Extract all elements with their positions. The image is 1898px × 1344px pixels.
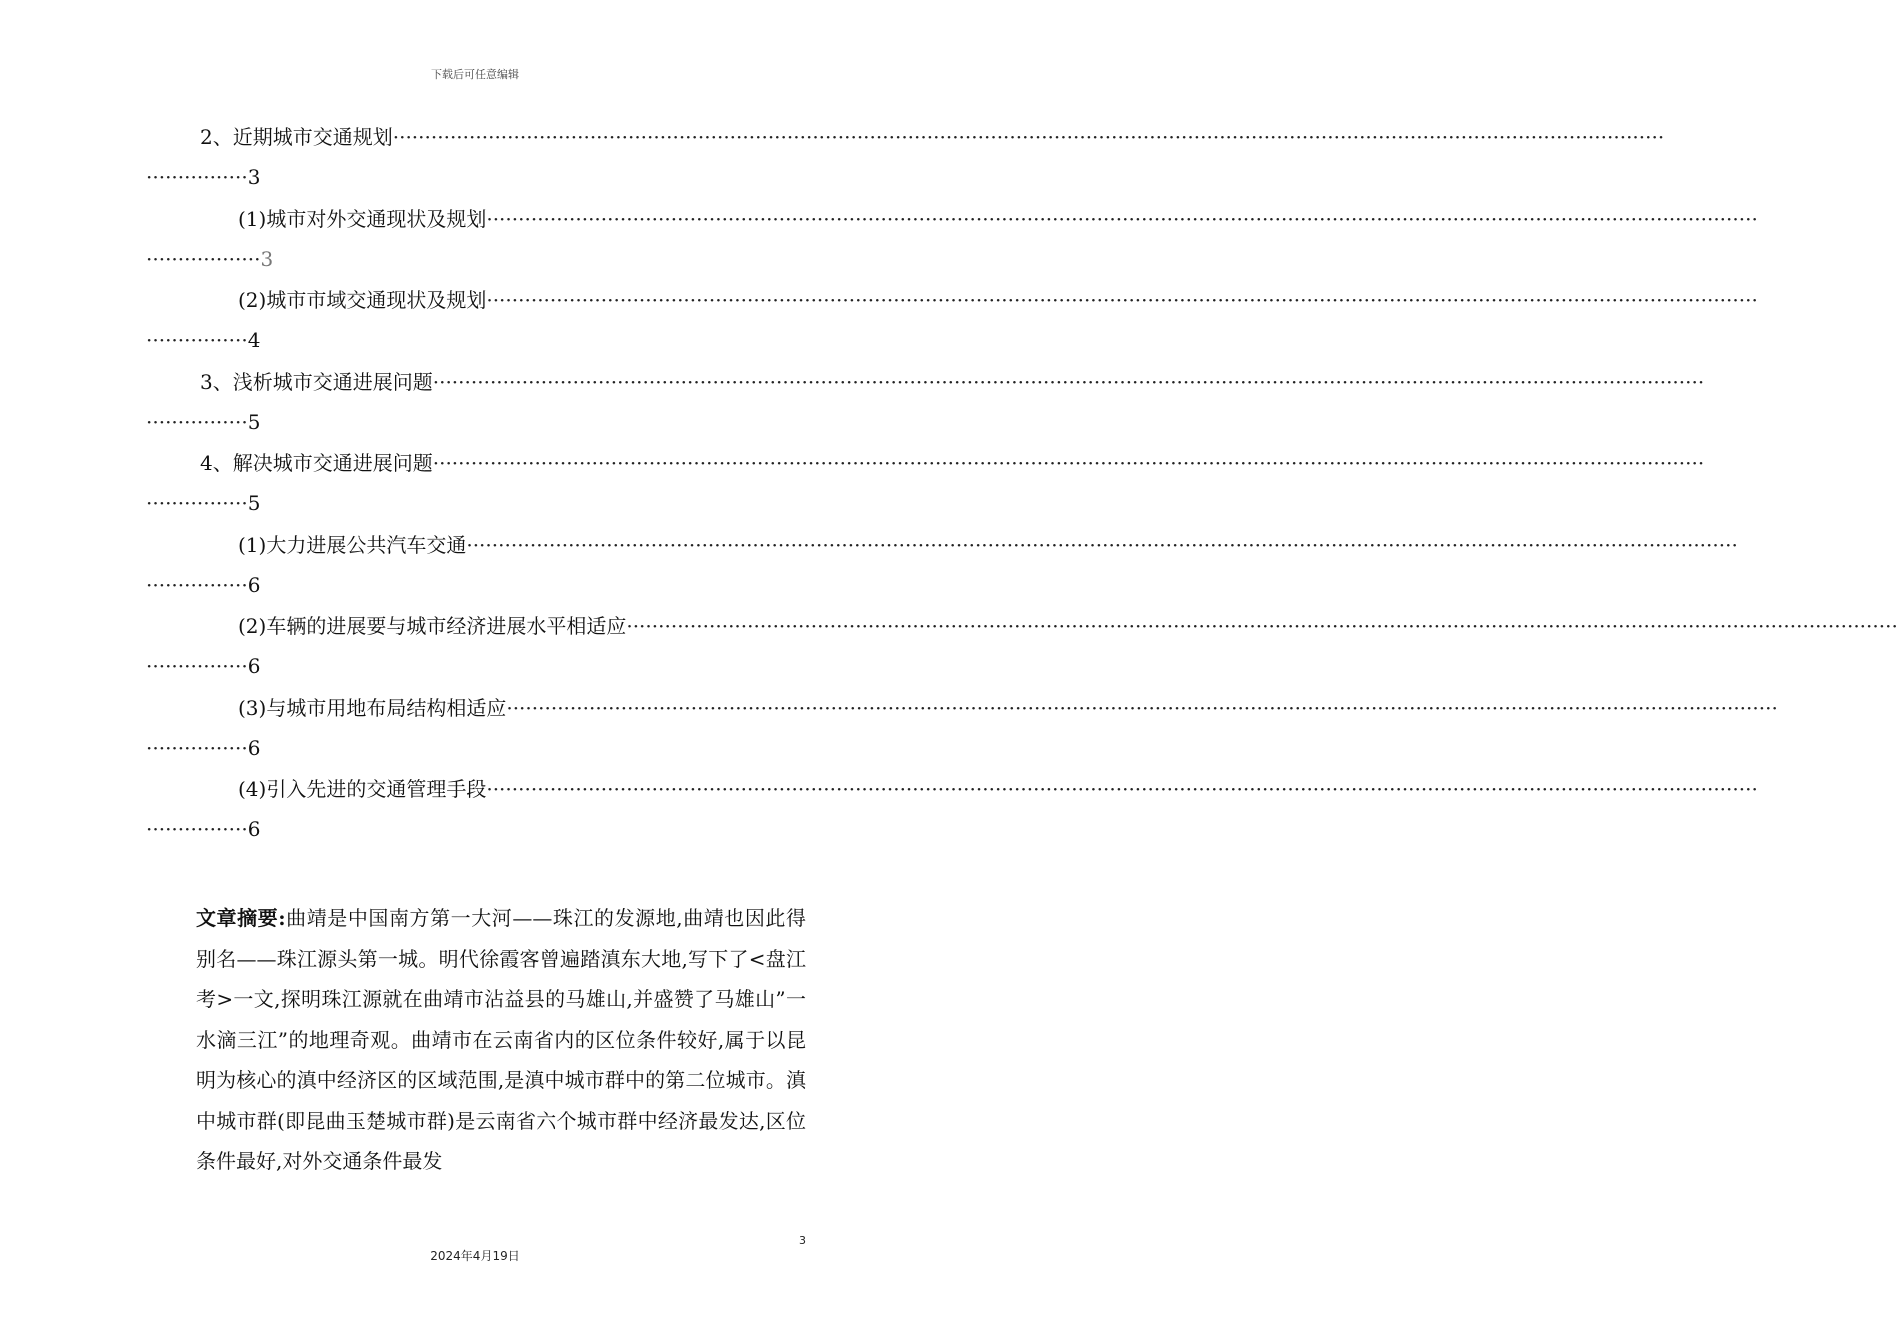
toc-entry-label: (2)城市市域交通现状及规划 (238, 288, 487, 312)
toc-leader-dots: ········································································································································································································ (466, 532, 1738, 557)
abstract-body: 曲靖是中国南方第一大河——珠江的发源地,曲靖也因此得别名——珠江源头第一城。明代徐霞客曾遍踏滇东大地,写下了<盘江考>一文,探明珠江源就在曲靖市沾益县的马雄山,并盛赞了马雄山”一水滴三江”的地理奇观。曲靖市在云南省内的区位条件较好,属于以昆明为核心的滇中经济区的区域范围,是滇中城市群中的第二位城市。滇中城市群(即昆曲玉楚城市群)是云南省六个城市群中经济最发达,区位条件最好,对外交通条件最发 (196, 906, 806, 1173)
page-footer-date: 2024年4月19日 (430, 1249, 520, 1263)
toc-page-number: 5 (247, 491, 261, 515)
toc-leader-dots: ········································································································································································································ (392, 125, 1665, 149)
toc-leader-dots: ········································································································································································································ (506, 695, 1778, 720)
toc-entry[interactable] (200, 450, 1705, 476)
toc-entry-label: 2、近期城市交通规划 (200, 125, 393, 149)
toc-page-number: 6 (247, 572, 261, 597)
toc-page-number: 6 (247, 735, 261, 760)
toc-leader-dots: ········································································································································································································ (432, 369, 1705, 394)
toc-leader-dots: ········································································································································································································ (486, 206, 1758, 231)
toc-leader-dots: ················ (146, 165, 248, 189)
toc-leader-dots: ········································································································································································································ (432, 451, 1705, 475)
toc-entry[interactable] (238, 287, 1758, 313)
toc-entry[interactable] (238, 206, 1758, 232)
toc-leader-dots: ················ (146, 654, 248, 678)
toc-entry-continuation (146, 653, 260, 679)
toc-leader-dots: ················ (146, 328, 248, 352)
toc-entry-label: (1)大力进展公共汽车交通 (238, 532, 467, 557)
toc-entry-continuation (146, 490, 260, 516)
toc-entry-continuation (146, 246, 273, 272)
toc-entry-label: (3)与城市用地布局结构相适应 (238, 695, 507, 720)
toc-leader-dots: ················ (146, 817, 248, 841)
toc-entry[interactable] (200, 124, 1665, 150)
abstract-paragraph (146, 898, 806, 1182)
toc-entry-label: 4、解决城市交通进展问题 (200, 451, 433, 475)
toc-leader-dots: ········································································································································································································ (486, 777, 1758, 801)
toc-leader-dots: ·················· (146, 246, 261, 271)
toc-leader-dots: ················ (146, 491, 248, 515)
toc-page-number: 6 (247, 817, 261, 841)
toc-leader-dots: ················ (146, 572, 248, 597)
toc-entry-continuation (146, 409, 260, 435)
toc-entry-continuation (146, 816, 260, 842)
toc-page-number: 3 (260, 246, 274, 271)
toc-leader-dots: ········································································································································································································ (626, 614, 1898, 638)
toc-entry-label: (4)引入先进的交通管理手段 (238, 777, 487, 801)
toc-entry[interactable] (238, 613, 1898, 639)
toc-leader-dots: ········································································································································································································ (486, 288, 1758, 312)
toc-entry[interactable] (238, 776, 1758, 802)
toc-page-number: 3 (247, 165, 261, 189)
toc-leader-dots: ················ (146, 409, 248, 434)
toc-entry-label: 3、浅析城市交通进展问题 (200, 369, 433, 394)
toc-entry-continuation (146, 572, 260, 598)
toc-page-number: 6 (247, 654, 261, 678)
abstract-heading: 文章摘要: (196, 906, 286, 930)
toc-entry-label: (1)城市对外交通现状及规划 (238, 206, 487, 231)
toc-leader-dots: ················ (146, 735, 248, 760)
toc-page-number: 4 (247, 328, 261, 352)
toc-page-number: 5 (247, 409, 261, 434)
toc-entry[interactable] (238, 695, 1778, 721)
toc-entry-label: (2)车辆的进展要与城市经济进展水平相适应 (238, 614, 627, 638)
toc-entry[interactable] (200, 369, 1705, 395)
toc-entry-continuation (146, 735, 260, 761)
page-header: 下载后可任意编辑 (431, 68, 519, 81)
page-number: 3 (799, 1234, 806, 1247)
toc-entry[interactable] (238, 532, 1738, 558)
toc-entry-continuation (146, 327, 260, 353)
toc-entry-continuation (146, 164, 260, 190)
